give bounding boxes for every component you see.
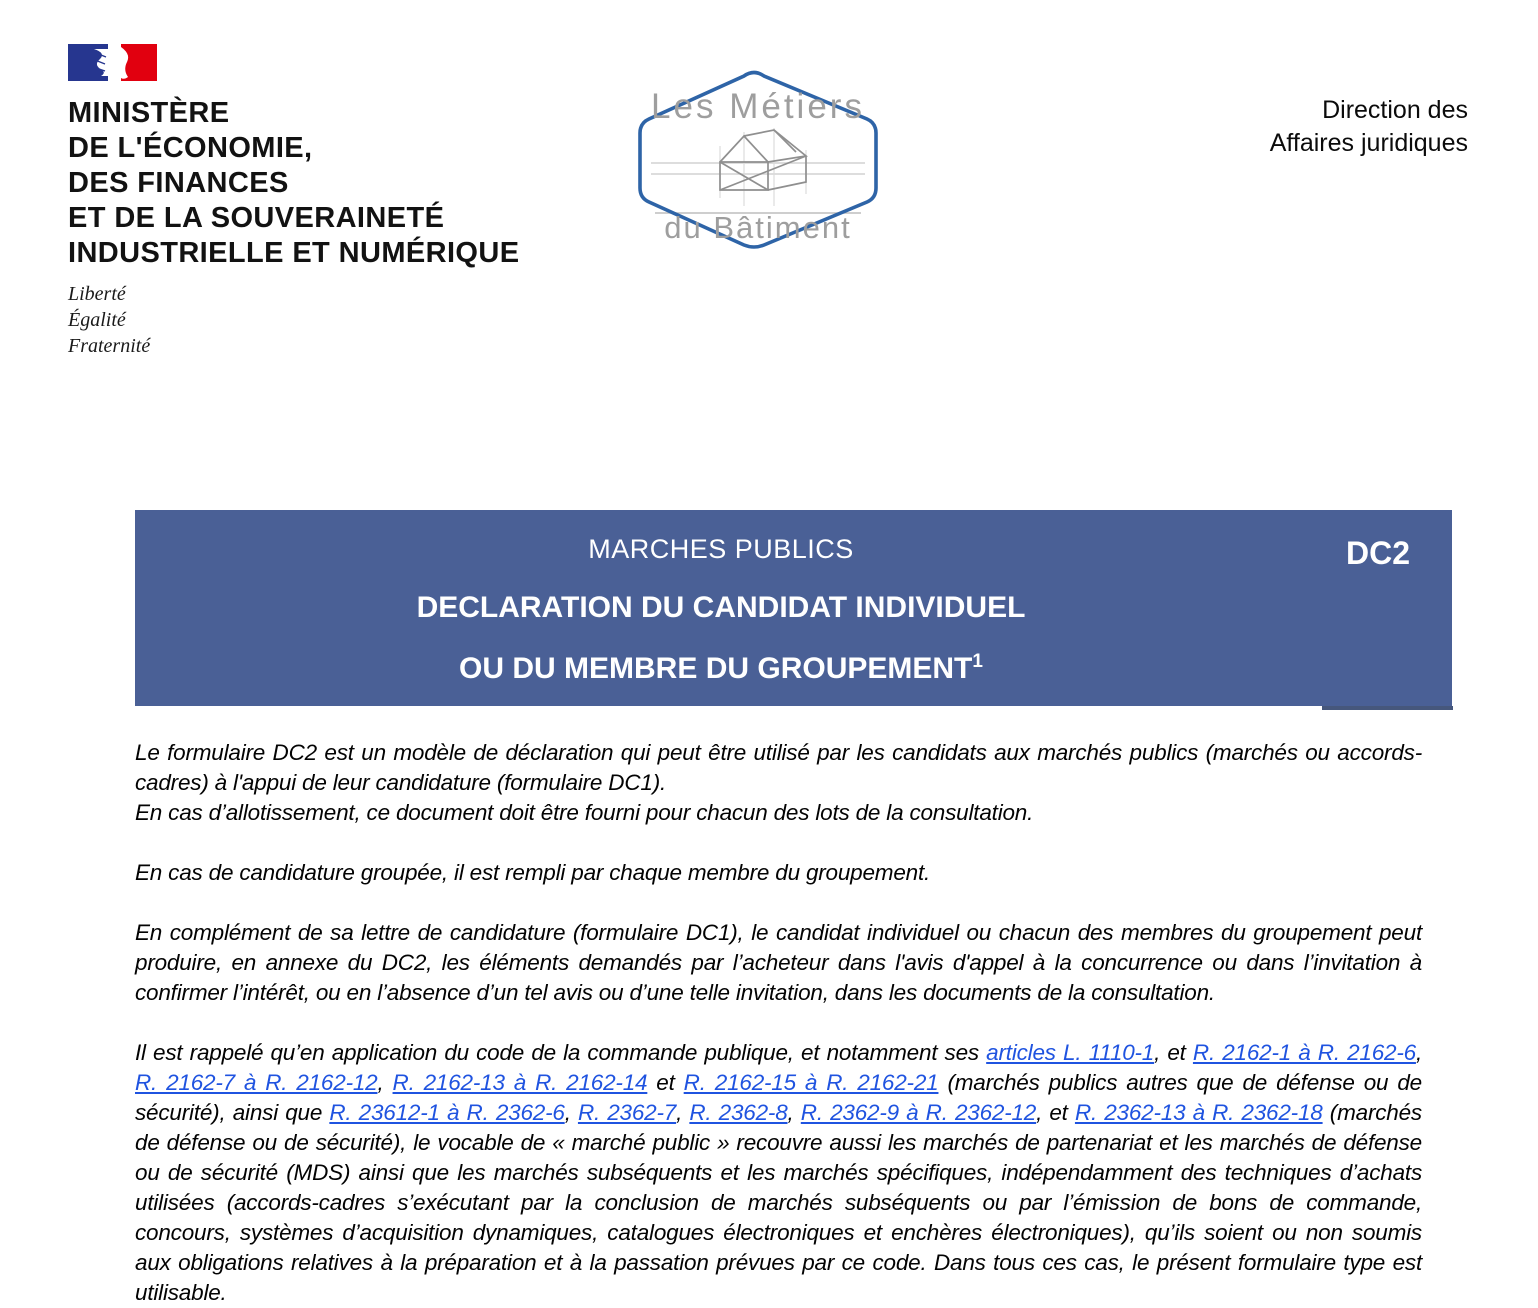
direction-line: Direction des	[1322, 96, 1468, 124]
org-logo-top-text: Les Métiers	[651, 87, 865, 126]
legal-article-link[interactable]: R. 2362-13 à R. 2362-18	[1074, 1100, 1323, 1125]
legal-references-paragraph: Il est rappelé qu’en application du code de la commande publique, et notamment ses articles L. 1110-1, et R. 2162-1 à R. 2162-6, R. 2162-7 à R. 2162-12, R. 2162-13 à R. 2162-14 et R. 2162-15 à R. 2162-21 (marchés publics autres que de défense ou de sécurité), ainsi que R. 23612-1 à R. 2362-6, R. 2362-7, R. 2362-8, R. 2362-9 à R. 2362-12, et R. 2362-13 à R. 2362-18 (marchés de défense ou de sécurité), le vocable de « marché public » recouvre aussi les marchés de partenariat et les marchés de défense ou de sécurité (MDS) ainsi que les marchés subséquents et les marchés spécifiques, indépendamment des techniques d’achats utilisées (accords-cadres s’exécutant par la conclusion de marchés subséquents ou par l’émission de bons de commande, concours, systèmes d’acquisition dynamiques, catalogues électroniques et enchères électroniques), qu’ils soient ou non soumis aux obligations relatives à la préparation et à la passation prévues par ce code. Dans tous ces cas, le présent formulaire type est utilisable.	[135, 1040, 1422, 1305]
legal-article-link[interactable]: R. 2162-7 à R. 2162-12	[135, 1070, 378, 1095]
motto-line: Égalité	[68, 309, 126, 331]
legal-article-link[interactable]: articles L. 1110-1	[986, 1040, 1155, 1065]
direction-affaires-juridiques	[1270, 94, 1468, 160]
document-body	[135, 738, 1422, 1308]
banner-title-line2	[135, 651, 1307, 686]
intro-text-2: En cas d’allotissement, ce document doit être fourni pour chacun des lots de la consultation.	[135, 800, 1034, 825]
ministry-title-line: ET DE LA SOUVERAINETÉ	[68, 202, 445, 234]
grouped-candidacy-paragraph: En cas de candidature groupée, il est rempli par chaque membre du groupement.	[135, 860, 931, 885]
ministry-motto	[68, 281, 608, 359]
legal-article-link[interactable]: R. 2162-13 à R. 2162-14	[392, 1070, 648, 1095]
intro-paragraph	[135, 738, 1422, 828]
metiers-du-batiment-logo	[633, 66, 883, 261]
complement-paragraph: En complément de sa lettre de candidature (formulaire DC1), le candidat individuel ou chacun des membres du groupement peut produire, en annexe du DC2, les éléments demandés par l’acheteur dans l'avis d'appel à la concurrence ou dans l’invitation à confirmer l’intérêt, ou en l’absence d’un tel avis ou d’une telle invitation, dans les documents de la consultation.	[135, 920, 1422, 1005]
ministry-title-line: INDUSTRIELLE ET NUMÉRIQUE	[68, 237, 520, 269]
ministry-title	[68, 96, 608, 271]
org-logo-bottom-text: du Bâtiment	[664, 210, 852, 245]
legal-article-link[interactable]: R. 23612-1 à R. 2362-6	[329, 1100, 565, 1125]
hexagon-house-logo-icon	[633, 66, 883, 256]
banner-kicker: MARCHES PUBLICS	[588, 534, 854, 564]
motto-line: Fraternité	[68, 335, 151, 357]
legal-article-link[interactable]: R. 2162-15 à R. 2162-21	[683, 1070, 939, 1095]
ministry-logo-block	[68, 44, 608, 359]
banner-title-line2-text: OU DU MEMBRE DU GROUPEMENT	[459, 652, 973, 685]
ministry-title-line: MINISTÈRE	[68, 97, 230, 129]
intro-text-1: Le formulaire DC2 est un modèle de déclaration qui peut être utilisé par les candidats aux marchés publics (marchés ou accords-cadres) à l'appui de leur candidature (formulaire DC1).	[135, 740, 1422, 795]
banner-title-line1: DECLARATION DU CANDIDAT INDIVIDUEL	[416, 591, 1026, 624]
ministry-title-line: DES FINANCES	[68, 167, 289, 199]
banner-shadow-line	[1322, 706, 1453, 710]
form-code-badge: DC2	[1345, 535, 1410, 571]
legal-article-link[interactable]: R. 2362-8	[689, 1100, 788, 1125]
footnote-reference: 1	[972, 651, 983, 672]
title-banner	[135, 510, 1452, 706]
legal-article-link[interactable]: R. 2362-9 à R. 2362-12	[800, 1100, 1037, 1125]
french-flag-marianne-icon	[68, 44, 160, 84]
legal-article-link[interactable]: R. 2362-7	[577, 1100, 677, 1125]
ministry-title-line: DE L'ÉCONOMIE,	[68, 132, 313, 164]
direction-line: Affaires juridiques	[1269, 129, 1468, 157]
motto-line: Liberté	[68, 283, 126, 305]
legal-article-link[interactable]: R. 2162-1 à R. 2162-6	[1192, 1040, 1416, 1065]
